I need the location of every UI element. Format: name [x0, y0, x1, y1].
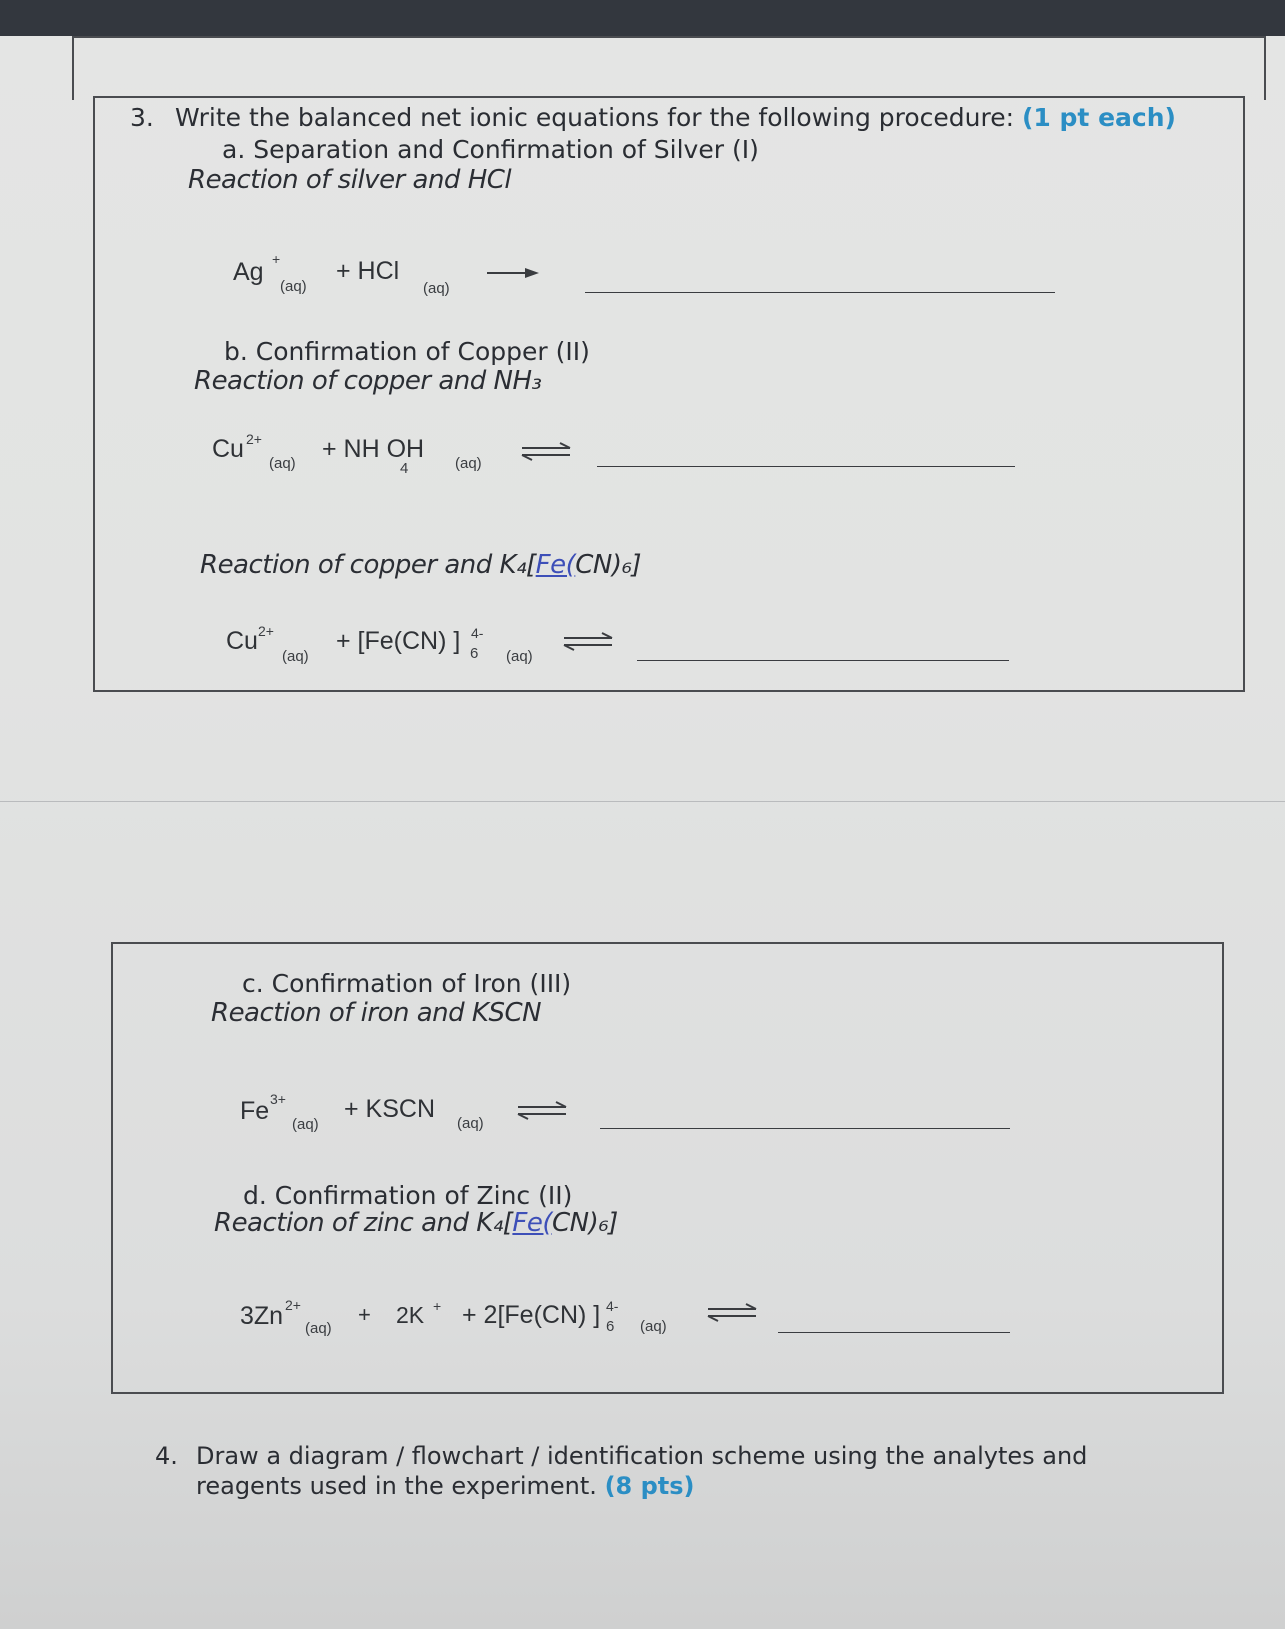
part-b-eq2-reactant-1-state: (aq) [282, 648, 309, 665]
part-b-reaction-2 [200, 550, 641, 580]
question-3-prompt: Write the balanced net ionic equations for the following procedure: [175, 103, 1015, 132]
equilibrium-arrow-icon [560, 632, 616, 652]
part-b-eq1-answer-blank[interactable] [597, 466, 1015, 467]
question-3-points: (1 pt each) [1022, 103, 1176, 132]
question-3-text [175, 103, 1176, 132]
top-bar [0, 0, 1285, 36]
part-d-reactant-1-state: (aq) [305, 1320, 332, 1337]
question-4-points: (8 pts) [604, 1472, 695, 1500]
part-d-reactant-3-subscript: 6 [606, 1318, 615, 1335]
part-d-reactant-2: 2K [396, 1302, 425, 1328]
question-4-line-2 [196, 1472, 695, 1500]
part-d-reactant-3: + 2[Fe(CN) ] [462, 1301, 601, 1329]
part-d-plus: + [358, 1302, 371, 1327]
part-d-title: d. Confirmation of Zinc (II) [243, 1181, 573, 1210]
part-b-eq1-reactant-2-subscript: 4 [400, 460, 409, 477]
part-c-reaction: Reaction of iron and KSCN [211, 998, 542, 1028]
equilibrium-arrow-icon [704, 1303, 760, 1323]
question-4-line-1: Draw a diagram / flowchart / identification scheme using the analytes and [196, 1442, 1088, 1470]
part-b-eq2-answer-blank[interactable] [637, 660, 1009, 661]
part-c-reactant-1: Fe [240, 1097, 270, 1125]
question-3-number: 3. [130, 103, 154, 132]
part-a-reaction: Reaction of silver and HCl [188, 165, 512, 195]
part-d-reaction-link: Fe( [512, 1208, 552, 1238]
part-b-reaction-2-link: Fe( [535, 550, 576, 580]
header-frame [72, 36, 1266, 100]
part-c-reactant-1-charge: 3+ [270, 1091, 286, 1107]
part-b-reaction-2-suffix: CN)₆] [575, 550, 642, 580]
part-d-reactant-3-charge: 4- [606, 1298, 619, 1314]
part-b-eq1-reactant-1: Cu [212, 435, 244, 463]
part-a-reactant-1-charge: + [272, 251, 281, 267]
part-b-eq2-reactant-1: Cu [226, 627, 258, 655]
part-b-eq1-reactant-1-charge: 2+ [246, 431, 262, 447]
part-a-answer-blank[interactable] [585, 292, 1055, 293]
question-4-number: 4. [155, 1442, 178, 1470]
part-c-reactant-1-state: (aq) [292, 1116, 319, 1133]
part-b-eq2-reactant-2-state: (aq) [506, 648, 533, 665]
part-b-eq1-reactant-1-state: (aq) [269, 455, 296, 472]
part-b-eq2-reactant-2: + [Fe(CN) ] [336, 627, 461, 655]
part-c-title: c. Confirmation of Iron (III) [242, 969, 572, 998]
part-d-answer-blank[interactable] [778, 1332, 1010, 1333]
forward-arrow-icon [485, 266, 541, 280]
part-b-eq1-reactant-2-state: (aq) [455, 455, 482, 472]
part-b-reaction-2-prefix: Reaction of copper and K₄[ [200, 550, 536, 580]
part-b-eq2-reactant-2-subscript: 6 [470, 645, 479, 662]
part-a-reactant-1: Ag [233, 258, 264, 286]
part-c-answer-blank[interactable] [600, 1128, 1010, 1129]
equilibrium-arrow-icon [514, 1101, 570, 1121]
part-b-eq1-reactant-2: + NH OH [322, 435, 425, 463]
question-4-line-2-text: reagents used in the experiment. [196, 1472, 597, 1500]
part-b-eq2-reactant-1-charge: 2+ [258, 623, 274, 639]
part-b-eq2-reactant-2-charge: 4- [471, 625, 484, 641]
part-d-reaction-prefix: Reaction of zinc and K₄[ [214, 1208, 513, 1238]
part-d-reactant-2-charge: + [433, 1298, 442, 1314]
part-d-reaction [214, 1208, 618, 1238]
part-d-reaction-suffix: CN)₆] [552, 1208, 618, 1238]
part-c-reactant-2: + KSCN [344, 1095, 436, 1123]
part-d-reactant-1-charge: 2+ [285, 1297, 301, 1313]
part-d-reactant-1: 3Zn [240, 1302, 284, 1330]
part-b-reaction-1: Reaction of copper and NH₃ [194, 366, 542, 396]
part-b-title: b. Confirmation of Copper (II) [224, 337, 590, 366]
part-a-reactant-2-state: (aq) [423, 280, 450, 297]
part-a-title: a. Separation and Confirmation of Silver (I) [222, 135, 759, 164]
page-divider [0, 801, 1285, 802]
equilibrium-arrow-icon [518, 442, 574, 462]
part-c-reactant-2-state: (aq) [457, 1115, 484, 1132]
part-d-reactant-3-state: (aq) [640, 1318, 667, 1335]
part-a-reactant-2: + HCl [336, 257, 400, 285]
part-a-reactant-1-state: (aq) [280, 278, 307, 295]
